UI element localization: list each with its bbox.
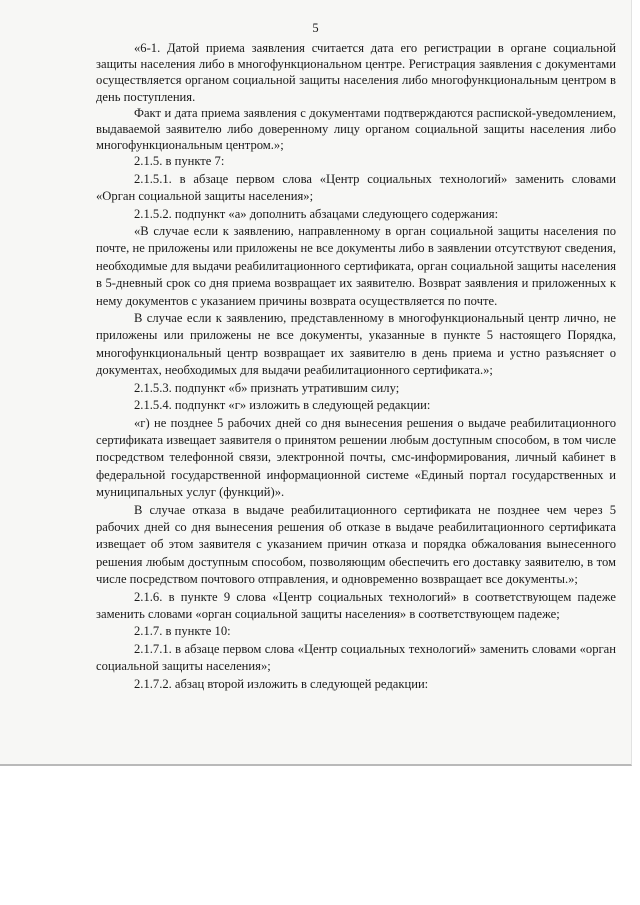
paragraph: 2.1.5. в пункте 7:	[134, 154, 225, 169]
paragraph: 2.1.6. в пункте 9 слова «Центр социальных технологий» в соответствующем падеже заменить словами «орган социальной защиты населения» в соответствующем падеже;	[96, 589, 616, 621]
paragraph: «6-1. Датой приема заявления считается дата его регистрации в органе социальной защиты населения либо в многофункциональном центре. Регистрация заявления с документами осуществляется органом социальной защиты населения либо многофункциональным центром в день поступления.	[96, 41, 616, 104]
paragraph: 2.1.7.2. абзац второй изложить в следующей редакции:	[134, 676, 429, 691]
paragraph: «г) не позднее 5 рабочих дней со дня вынесения решения о выдаче реабилитационного сертификата извещает заявителя о принятом решении любым доступным способом, в том числе посредством телефонной связи, электронной почты, смс-информирования, личный кабинет в федеральной государственной информационной системе «Единый портал государственных и муниципальных услуг (функций)».	[96, 415, 616, 500]
paragraph: «В случае если к заявлению, направленному в орган социальной защиты населения по почте, не приложены или приложены не все документы либо в заявлении отсутствуют сведения, необходимые для выдачи реабилитационного сертификата, орган социальной защиты населения в 5-дневный срок со дня приема возвращает их заявителю. Возврат заявления и приложенных к нему документов с указанием причины возврата осуществляется по почте.	[96, 224, 616, 308]
paragraph: 2.1.7.1. в абзаце первом слова «Центр социальных технологий» заменить словами «орган социальной защиты населения»;	[96, 641, 616, 674]
document-body	[96, 40, 616, 693]
paragraph: Факт и дата приема заявления с документами подтверждаются распиской-уведомлением, выдаваемой заявителю либо доверенному лицу органом социальной защиты населения либо многофункциональным центром.»;	[96, 105, 616, 153]
paragraph: 2.1.5.1. в абзаце первом слова «Центр социальных технологий» заменить словами «Орган социальной защиты населения»;	[96, 171, 616, 204]
paragraph: 2.1.7. в пункте 10:	[134, 624, 231, 639]
page-number: 5	[312, 21, 319, 35]
paragraph: В случае отказа в выдаче реабилитационного сертификата не позднее чем через 5 рабочих дней со дня вынесения решения об отказе в выдаче реабилитационного сертификата извещает об этом заявителя с указанием причин отказа и порядка обжалования вынесенного решения любым доступным способом, позволяющим обеспечить его доставку заявителю, в том числе посредством почтового отправления, и одновременно возвращает все документы.»;	[96, 502, 616, 587]
paragraph: 2.1.5.2. подпункт «а» дополнить абзацами следующего содержания:	[134, 206, 499, 221]
paragraph: 2.1.5.4. подпункт «г» изложить в следующей редакции:	[134, 398, 431, 413]
paragraph: В случае если к заявлению, представленному в многофункциональный центр лично, не приложены или приложены не все документы, указанные в пункте 5 настоящего Порядка, многофункциональный центр возвращает их заявителю в день приема и устно разъясняет о документах, необходимых для выдачи реабилитационного сертификата.»;	[96, 311, 616, 378]
paragraph: 2.1.5.3. подпункт «б» признать утратившим силу;	[134, 380, 400, 395]
